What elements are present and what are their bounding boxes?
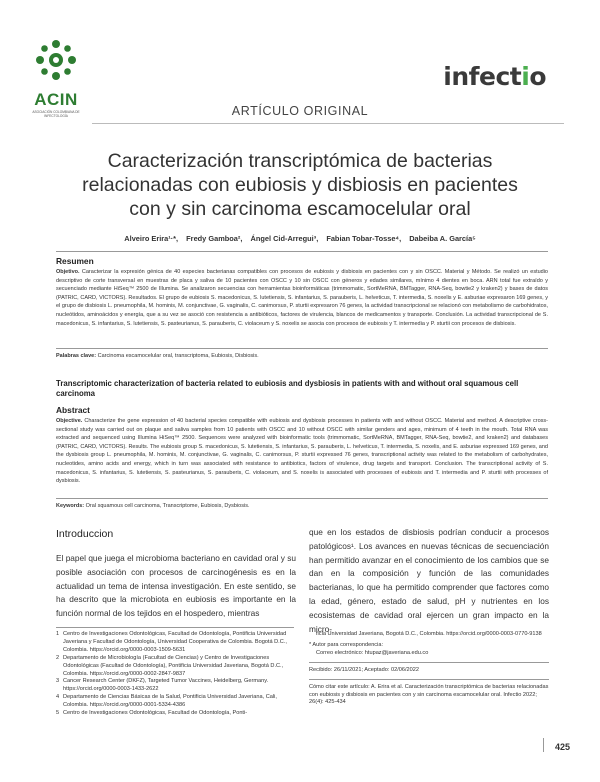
title-line: con y sin carcinoma escamocelular oral [129, 198, 471, 220]
article-title [60, 149, 540, 221]
abstract-text [56, 417, 548, 486]
corresponding-author-label: * Autor para correspondencia: [309, 641, 384, 648]
abstract-body: Characterize the gene expression of 40 bacterial species compatible with eubiosis and dysbiosis processes in patients with and without OSCC. Material and method. A descriptive cross-sectional study was carried out on plaque and saliva samples from 10 patients with OSCC and 10 without OSCC with similar genders and ages, minimum of 4 teeth in the mouth. Total RNA was extracted and sequenced using Illumina HiSeq™ 2500. Sequences were analyzed with bioinformatic tools (trimmomatic, SortMeRNA, BMTagger, RNA-Seq, bowtie2, and kraken2) and databases (PATRIC, CARD, VICTORS). Results. The eubiosis group S. macedonicus, S. lutetiensis, S. infantarius, S. parauberis, L. helveticus, T. intermedia, S. noxelis, and E. asburiae expressed 169 genes, and the dysbiosis group L. pneumophila, M. hominis, M. conjunctivae, G. vaginalis, C. canimorsus, P. sturtii expressed 76 genes, transcriptional activity was related to the metabolism of carbohydrates, nucleotides, amino acids and energy, which in turn was associated with resistance to antibiotics, factors of virulence, drug targets and transport. Conclusion. The transcriptional activity of S. macedonicus, S. infantarius, S. lutetiensis, S. pasteurianus, S. parauberis, C. violaceum, and S. noxelis is associated with processes of eubiosis and T. intermedia and P. sturtii with processes of dysbiosis. [56, 418, 549, 485]
intro-left-text: El papel que juega el microbioma bacteriano en cavidad oral y su posible asociación con procesos de carcinogénesis es en la actualidad un tema de intensa investigación. En este sentido, se ha descrito que la microbiota en eubiosis es importante en la función normal de los tejidos en el hospedero, mientras [56, 553, 296, 619]
intro-heading: Introduccion [56, 528, 114, 540]
resumen-heading: Resumen [56, 256, 94, 266]
footnote-text: Departamento de Microbiología (Facultad de Ciencias) y Centro de Investigaciones Odontológicas (Facultad de Odontología), Pontificia Universidad Javeriana, Bogotá D.C., Colombia. https://orcid.org/0000-0002-2847-9837 [63, 654, 284, 677]
right-column [309, 526, 549, 636]
corresponding-author-email: Correo electrónico: htupaz@javeriana.edu.co [316, 649, 429, 656]
left-column [56, 528, 296, 621]
author: Ángel Cid-Arregui³, [250, 234, 319, 243]
footnote-text: Departamento de Ciencias Básicas de la Salud, Pontificia Universidad Javeriana, Cali, Colombia. https://orcid.org/0000-0001-5334-4386 [63, 694, 277, 709]
keywords [56, 502, 548, 511]
infectio-logo [443, 62, 546, 91]
received-dates: Recibido: 26/11/2021; Aceptado: 02/06/2022 [309, 662, 549, 675]
page-number-divider [543, 738, 544, 752]
resumen-section [56, 256, 548, 328]
resumen-text [56, 268, 548, 328]
resumen-body: Caracterizar la expresión génica de 40 especies bacterianas compatibles con procesos de eubiosis y disbiosis en pacientes con y sin OSCC. Material y Método. Se realizó un estudio descriptivo de corte transversal en muestras de placa y saliva de 10 pacientes con OSCC y 10 sin OSCC con géneros y edades similares, mínimo 4 dientes en boca. ARN total fue extraído y secuenciado mediante HiSeq™ 2500 de Illumina. Se analizaron secuencias con herramientas bioinformáticas (trimmomatic, SortMeRNA, BMTagger, RNA-Seq, bowtie2 y kraken2) y bases de datos (PATRIC, CARD, VICTORS). Resultados. El grupo de eubiosis S. macedonicus, S. lutetiensis, S. infantarius, S. parauberis, L. helveticus, T. intermedia, S. noxelis y E. asburiae expresaron 169 genes, y el grupo de disbiosis L. pneumophila, M. hominis, M. conjunctivae, G. vaginalis, C. canimorsus, P. sturtii expresaron 76 genes, la actividad transcripcional se relacionó con metabolismo de carbohidratos, nucleótidos, aminoácidos y energía, que a su vez se asoció con resistencia a antibióticos, factores de virulencia, blancos de medicamentos y transporte. Conclusión. La actividad transcripcional de S. macedonicus, S. infantarius, S. lutetiensis, S. pasteurianus, S. parauberis, C. violaceum y S. noxelis se asocia con procesos de eubiosis y T. intermedia y P. sturtii con procesos de disbiosis. [56, 269, 548, 327]
title-line: Caracterización transcriptómica de bacterias [107, 150, 493, 172]
footnote-text: Cancer Research Center (DKFZ), Targeted Tumor Vaccines, Heidelberg, Germany. https://orcid.org/0000-0003-1433-2622 [63, 678, 269, 693]
abstract-section [56, 405, 548, 486]
english-title: Transcriptomic characterization of bacteria related to eubiosis and dysbiosis in patients with and without oral squamous cell carcinoma [56, 379, 519, 398]
infectio-i-dot: i [521, 62, 530, 91]
acin-wordmark: ACIN [34, 90, 78, 109]
footnotes-right [309, 631, 549, 707]
footnote-item [56, 678, 296, 694]
footnote-number: 1 [56, 631, 60, 637]
acin-emblem-icon [34, 38, 78, 82]
footnotes-left [56, 631, 296, 718]
objective-label: Objective. [56, 418, 83, 424]
infectio-wordmark: infect [443, 62, 522, 91]
author: Dabeiba A. García⁵ [409, 234, 476, 243]
author: Fredy Gamboa², [186, 234, 243, 243]
palabras-clave [56, 352, 548, 361]
footnote-item [56, 694, 296, 710]
infectio-wordmark-end: o [529, 62, 546, 91]
acin-tagline: ASOCIACIÓN COLOMBIANA DE INFECTOLOGÍA [32, 110, 80, 118]
footnote-rule-left [56, 627, 294, 628]
section-label: ARTÍCULO ORIGINAL [231, 104, 369, 118]
keywords-text: Oral squamous cell carcinoma, Transcriptome, Eubiosis, Dysbiosis. [85, 503, 250, 509]
resumen-bottom-rule [56, 348, 548, 349]
footnote-item [56, 631, 296, 655]
keywords-label: Keywords: [56, 503, 85, 509]
footnote-number: 3 [56, 678, 60, 685]
footnote-continuation: ficia Universidad Javeriana, Bogotá D.C., Colombia. https://orcid.org/0000-0003-0770-9138 [316, 631, 542, 637]
footnote-text: Centro de Investigaciones Odontológicas, Facultad de Odontología, Pontificia Universidad Javeriana y Facultad de Odontología, Universidad Cooperativa de Colombia. Bogotá D.C., Colombia. https://orcid.org/0000-0003-1509-5631 [63, 631, 287, 653]
header-divider [92, 123, 564, 124]
footnote-number: 4 [56, 694, 60, 701]
resumen-top-rule [56, 251, 548, 252]
title-line: relacionadas con eubiosis y disbiosis en pacientes [82, 174, 518, 196]
author: Fabian Tobar-Tosse⁴, [326, 234, 402, 243]
footnote-number: 5 [56, 710, 60, 717]
palabras-clave-text: Carcinoma escamocelular oral, transcriptoma, Eubiosis, Disbiosis. [97, 353, 259, 359]
intro-right-text: que en los estados de disbiosis podrían conducir a procesos patológicos¹. Los avances en nuevas técnicas de secuenciación han permitido avanzar en el conocimiento de los cambios que se dan en la composición y función de las comunidades bacterianas, lo que ha permitido comprender que factores como la edad, género, estado de salud, pH y nutrientes en los ecosistemas de cavidad oral ejercen un gran impacto en la micro- [309, 527, 549, 634]
author: Alveiro Erira¹·*, [124, 234, 179, 243]
footnote-number: 2 [56, 654, 60, 661]
objetivo-label: Objetivo. [56, 269, 80, 275]
abstract-heading: Abstract [56, 405, 90, 415]
page-number: 425 [554, 742, 570, 752]
palabras-clave-label: Palabras clave: [56, 353, 97, 359]
footnote-item [56, 655, 296, 679]
citation: Cómo citar este artículo: A. Erira et al. Caracterización transcriptómica de bacterias relacionadas con eubiosis y disbiosis en pacientes con y sin carcinoma escamocelular oral. Infectio 2022; 26(4): 425-434 [309, 679, 549, 708]
abstract-bottom-rule [56, 498, 548, 499]
author-list [40, 234, 560, 243]
footnote-item [56, 710, 296, 718]
footnote-text: Centro de Investigaciones Odontológicas, Facultad de Odontología, Ponti- [63, 710, 248, 717]
